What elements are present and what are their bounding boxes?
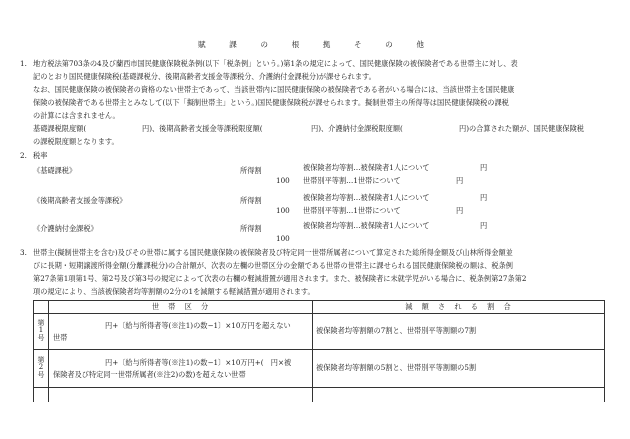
reduction-ratio: 被保険者均等割額の7割と、世帯別平等割額の7割: [313, 314, 605, 350]
section-2-label: 税率: [33, 151, 48, 160]
per-capita-label: 被保険者均等割…被保険者1人について: [303, 163, 430, 172]
rate-name: 《基礎課税》: [33, 166, 77, 175]
section-3-number: 3.: [20, 248, 27, 257]
yen-unit: 円: [480, 193, 488, 202]
yen-unit: 円: [456, 176, 464, 185]
per-household-label: 世帯別平等割…1世帯について: [303, 176, 401, 185]
income-rate-label: 所得割: [240, 224, 262, 233]
section-1-line: の計算には含まれません。: [33, 111, 120, 120]
table-row: [34, 388, 605, 402]
row-number: 第1号: [37, 318, 45, 341]
yen-unit: 円: [480, 221, 488, 230]
section-1-line: なお、国民健康保険の被保険者の資格のない世帯主であって、当該世帯内に国民健康保険の被保険者である者がいる場合には、当該世帯主を国民健康: [33, 85, 515, 94]
section-3-line: 項の規定により、当該被保険者均等割額の2分の1を減額する軽減措置が適用されます。: [33, 287, 315, 296]
per-household-label: 世帯別平等割…1世帯について: [303, 206, 401, 215]
per-capita-label: 被保険者均等割…被保険者1人について: [303, 221, 430, 230]
care-limit-label: 円)、介護納付金課税限度額(: [311, 124, 403, 133]
section-2-number: 2.: [20, 151, 27, 160]
section-1-number: 1.: [20, 59, 27, 68]
rate-denominator: 100: [276, 234, 290, 243]
household-criteria-line: 円+〔給与所得者等(※注1)の数−1〕×10万円を超えない: [105, 320, 291, 330]
total-limit-label: 円)の合算された額が、国民健康保険税: [459, 124, 584, 133]
yen-unit: 円: [480, 163, 488, 172]
row-number: 第2号: [37, 355, 45, 378]
household-criteria-line: 保険者及び特定同一世帯所属者(※注2)の数)を超えない世帯: [53, 369, 246, 379]
rate-name: 《後期高齢者支援金等課税》: [33, 196, 127, 205]
table-row: [34, 350, 605, 388]
table-corner: [34, 301, 49, 314]
rate-denominator: 100: [276, 206, 290, 215]
reduction-table: [33, 300, 605, 402]
section-1-line: の課税限度額となります。: [33, 137, 119, 146]
table-row: [34, 314, 605, 350]
section-3-line: 世帯主(擬制世帯主を含む)及びその世帯に属する国民健康保険の被保険者及び特定同一世帯所属者について算定された総所得金額及び山林所得金額並: [33, 248, 513, 257]
support-limit-label: 円)、後期高齢者支援金等課税限度額(: [142, 124, 263, 133]
section-3-line: びに長期・短期譲渡所得金額(分離課税分)の合計額が、次表の左欄の世帯区分の金額である世帯の世帯主に課せられる国民健康保険税の額は、税条例: [33, 261, 513, 270]
section-1-line: 地方税法第703条の4及び蘭西市国民健康保険税条例(以下「税条例」という。)第1条の規定によって、国民健康保険の被保険者である世帯主に対し、表: [33, 59, 518, 68]
basic-limit-label: 基礎課税限度額(: [33, 124, 87, 133]
reduction-ratio: 被保険者均等割額の5割と、世帯別平等割額の5割: [313, 350, 605, 388]
income-rate-label: 所得割: [240, 166, 262, 175]
page-title: 賦 課 の 根 拠 そ の 他: [198, 40, 432, 49]
household-criteria-line: 世帯: [53, 332, 68, 342]
household-criteria-line: 円+〔給与所得者等(※注1)の数−1〕×10万円+( 円×被: [105, 357, 292, 367]
section-1-line: 記のとおり国民健康保険税(基礎課税分、後期高齢者支援金等課税分、介護納付金課税分)が課せられます。: [33, 72, 376, 81]
section-1-line: 保険の被保険者である世帯主とみなして(以下「擬制世帯主」という。)国民健康保険税が課せられます。擬制世帯主の所得等は国民健康保険税の課税: [33, 98, 509, 107]
section-3-line: 第27条第1項第1号、第2号及び第3号の規定によって次表の右欄の軽減措置が適用されます。また、被保険者に未就学児がいる場合に、税条例第27条第2: [33, 274, 527, 283]
rate-denominator: 100: [276, 176, 290, 185]
yen-unit: 円: [456, 206, 464, 215]
income-rate-label: 所得割: [240, 196, 262, 205]
rate-name: 《介護納付金課税》: [33, 224, 98, 233]
per-capita-label: 被保険者均等割…被保険者1人について: [303, 193, 430, 202]
column-header-reduction: 減 額 さ れ る 割 合: [313, 301, 605, 314]
column-header-household: 世 帯 区 分: [49, 301, 313, 314]
